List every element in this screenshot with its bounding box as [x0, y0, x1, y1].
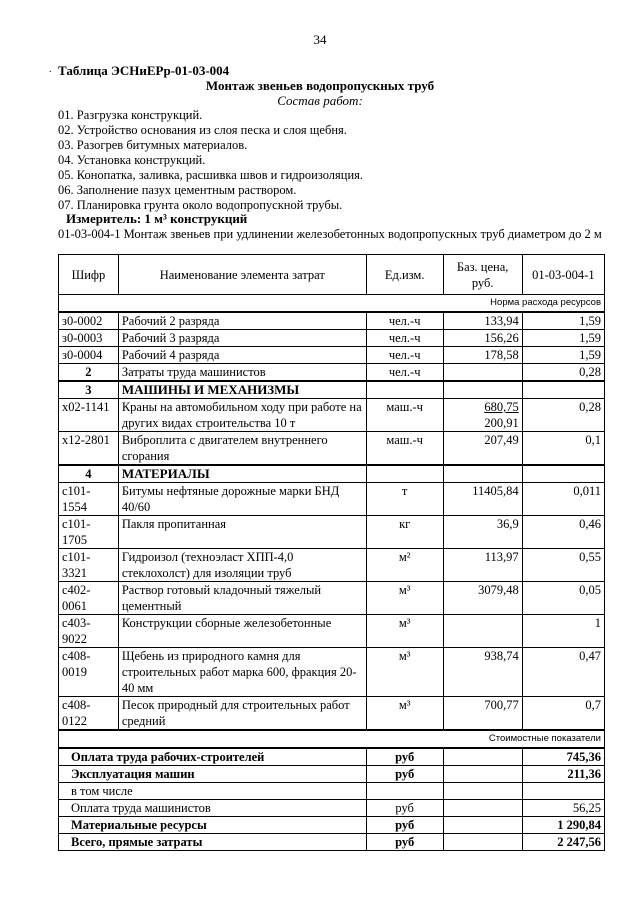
total-value: 56,25: [522, 800, 604, 817]
row-norm: 0,011: [522, 483, 604, 516]
table-row: [59, 432, 605, 466]
row-code: з0-0004: [59, 347, 119, 364]
row-price: [443, 399, 522, 432]
work-item: 03. Разогрев битумных материалов.: [58, 138, 248, 152]
section-title: МАШИНЫ И МЕХАНИЗМЫ: [118, 381, 366, 399]
row-norm: 0,28: [522, 364, 604, 382]
row-price: 11405,84: [443, 483, 522, 516]
row-unit: м³: [366, 697, 443, 731]
row-unit: чел.-ч: [366, 364, 443, 382]
work-item: 02. Устройство основания из слоя песка и слоя щебня.: [58, 123, 347, 137]
row-price: 700,77: [443, 697, 522, 731]
table-row: [59, 549, 605, 582]
row-price: 938,74: [443, 648, 522, 697]
total-row: [59, 766, 605, 783]
total-row: [59, 783, 605, 800]
row-unit: чел.-ч: [366, 347, 443, 364]
total-row: [59, 748, 605, 766]
section-row: [59, 465, 605, 483]
total-value: 1 290,84: [522, 817, 604, 834]
row-unit: т: [366, 483, 443, 516]
row-norm: 0,55: [522, 549, 604, 582]
section-title: МАТЕРИАЛЫ: [118, 465, 366, 483]
row-code: з0-0003: [59, 330, 119, 347]
total-empty: [443, 783, 522, 800]
table-row: [59, 364, 605, 382]
table-row: [59, 347, 605, 364]
total-empty: [443, 800, 522, 817]
row-unit: кг: [366, 516, 443, 549]
total-label: в том числе: [59, 783, 367, 800]
total-label: Оплата труда машинистов: [59, 800, 367, 817]
table-row: [59, 483, 605, 516]
section-code: 4: [59, 465, 119, 483]
row-unit: маш.-ч: [366, 399, 443, 432]
work-item: 05. Конопатка, заливка, расшивка швов и гидроизоляция.: [58, 168, 364, 182]
row-price: 133,94: [443, 312, 522, 330]
section-code: 3: [59, 381, 119, 399]
row-name: Виброплита с двигателем внутреннего сгорания: [118, 432, 366, 466]
total-row: [59, 834, 605, 851]
row-code: с403-9022: [59, 615, 119, 648]
total-unit: [366, 783, 443, 800]
row-code: 2: [59, 364, 119, 382]
table-title: Таблица ЭСНиЕРр-01-03-004: [58, 63, 230, 78]
row-norm: 0,47: [522, 648, 604, 697]
total-row: [59, 800, 605, 817]
table-row: [59, 582, 605, 615]
total-empty: [443, 748, 522, 766]
total-label: Материальные ресурсы: [59, 817, 367, 834]
table-row: [59, 330, 605, 347]
total-unit: руб: [366, 817, 443, 834]
norm-caption: Норма расхода ресурсов: [59, 295, 605, 313]
total-value: 211,36: [522, 766, 604, 783]
item-description: 01-03-004-1 Монтаж звеньев при удлинении железобетонных водопропускных труб диаметром до 2 м: [58, 227, 602, 241]
row-price: 207,49: [443, 432, 522, 466]
row-unit: м³: [366, 648, 443, 697]
total-empty: [443, 766, 522, 783]
row-price-value: 200,91: [484, 416, 519, 430]
row-norm: 1,59: [522, 330, 604, 347]
resource-table: [58, 254, 605, 851]
header-name: Наименование элемента затрат: [118, 255, 366, 295]
total-label: Эксплуатация машин: [59, 766, 367, 783]
total-label: Всего, прямые затраты: [59, 834, 367, 851]
row-unit: чел.-ч: [366, 312, 443, 330]
total-unit: руб: [366, 800, 443, 817]
total-unit: руб: [366, 748, 443, 766]
row-name: Песок природный для строительных работ средний: [118, 697, 366, 731]
table-row: [59, 399, 605, 432]
row-name: Щебень из природного камня для строительных работ марка 600, фракция 20-40 мм: [118, 648, 366, 697]
work-item: 04. Установка конструкций.: [58, 153, 206, 167]
row-name: Рабочий 3 разряда: [118, 330, 366, 347]
row-name: Затраты труда машинистов: [118, 364, 366, 382]
row-norm: 1,59: [522, 347, 604, 364]
norm-caption-row: [59, 295, 605, 313]
total-value: [522, 783, 604, 800]
composition-heading: Состав работ:: [277, 93, 363, 108]
row-norm: 0,7: [522, 697, 604, 731]
work-list: [58, 108, 363, 213]
total-row: [59, 817, 605, 834]
cost-caption-row: [59, 730, 605, 748]
document-subtitle: Монтаж звеньев водопропускных труб: [205, 78, 435, 93]
measure-unit: Измеритель: 1 м³ конструкций: [66, 211, 248, 226]
row-price: 178,58: [443, 347, 522, 364]
row-price: [443, 364, 522, 382]
row-code: с101-3321: [59, 549, 119, 582]
row-code: с408-0122: [59, 697, 119, 731]
table-row: [59, 615, 605, 648]
header-unit: Ед.изм.: [366, 255, 443, 295]
row-code: с402-0061: [59, 582, 119, 615]
table-row: [59, 697, 605, 731]
row-code: з0-0002: [59, 312, 119, 330]
row-price: 3079,48: [443, 582, 522, 615]
row-unit: чел.-ч: [366, 330, 443, 347]
row-code: х02-1141: [59, 399, 119, 432]
row-norm: 1,59: [522, 312, 604, 330]
row-price: [443, 615, 522, 648]
row-price-value: 680,75: [484, 400, 519, 414]
row-price: 36,9: [443, 516, 522, 549]
row-code: с101-1705: [59, 516, 119, 549]
row-price: 156,26: [443, 330, 522, 347]
total-unit: руб: [366, 834, 443, 851]
row-name: Краны на автомобильном ходу при работе на других видах строительства 10 т: [118, 399, 366, 432]
margin-mark: .: [49, 64, 52, 75]
row-norm: 1: [522, 615, 604, 648]
row-norm: 0,1: [522, 432, 604, 466]
header-price: Баз. цена, руб.: [443, 255, 522, 295]
section-row: [59, 381, 605, 399]
total-label: Оплата труда рабочих-строителей: [59, 748, 367, 766]
table-header-row: [59, 255, 605, 295]
row-unit: маш.-ч: [366, 432, 443, 466]
total-empty: [443, 834, 522, 851]
row-price: 113,97: [443, 549, 522, 582]
table-row: [59, 516, 605, 549]
row-name: Рабочий 4 разряда: [118, 347, 366, 364]
work-item: 07. Планировка грунта около водопропускной трубы.: [58, 198, 343, 212]
row-norm: 0,46: [522, 516, 604, 549]
row-unit: м²: [366, 549, 443, 582]
total-unit: руб: [366, 766, 443, 783]
row-code: х12-2801: [59, 432, 119, 466]
row-unit: м³: [366, 582, 443, 615]
work-item: 06. Заполнение пазух цементным раствором.: [58, 183, 297, 197]
row-name: Битумы нефтяные дорожные марки БНД 40/60: [118, 483, 366, 516]
row-name: Гидроизол (техноэласт ХПП-4,0 стеклохолст) для изоляции труб: [118, 549, 366, 582]
table-row: [59, 312, 605, 330]
header-code: Шифр: [59, 255, 119, 295]
total-value: 2 247,56: [522, 834, 604, 851]
row-norm: 0,28: [522, 399, 604, 432]
work-item: 01. Разгрузка конструкций.: [58, 108, 203, 122]
page-number: 34: [313, 32, 327, 47]
row-name: Пакля пропитанная: [118, 516, 366, 549]
row-name: Рабочий 2 разряда: [118, 312, 366, 330]
row-unit: м³: [366, 615, 443, 648]
row-name: Раствор готовый кладочный тяжелый цементный: [118, 582, 366, 615]
row-name: Конструкции сборные железобетонные: [118, 615, 366, 648]
row-code: с408-0019: [59, 648, 119, 697]
table-row: [59, 648, 605, 697]
total-empty: [443, 817, 522, 834]
total-value: 745,36: [522, 748, 604, 766]
cost-caption: Стоимостные показатели: [59, 730, 605, 748]
row-norm: 0,05: [522, 582, 604, 615]
header-norm: 01-03-004-1: [522, 255, 604, 295]
row-code: с101-1554: [59, 483, 119, 516]
